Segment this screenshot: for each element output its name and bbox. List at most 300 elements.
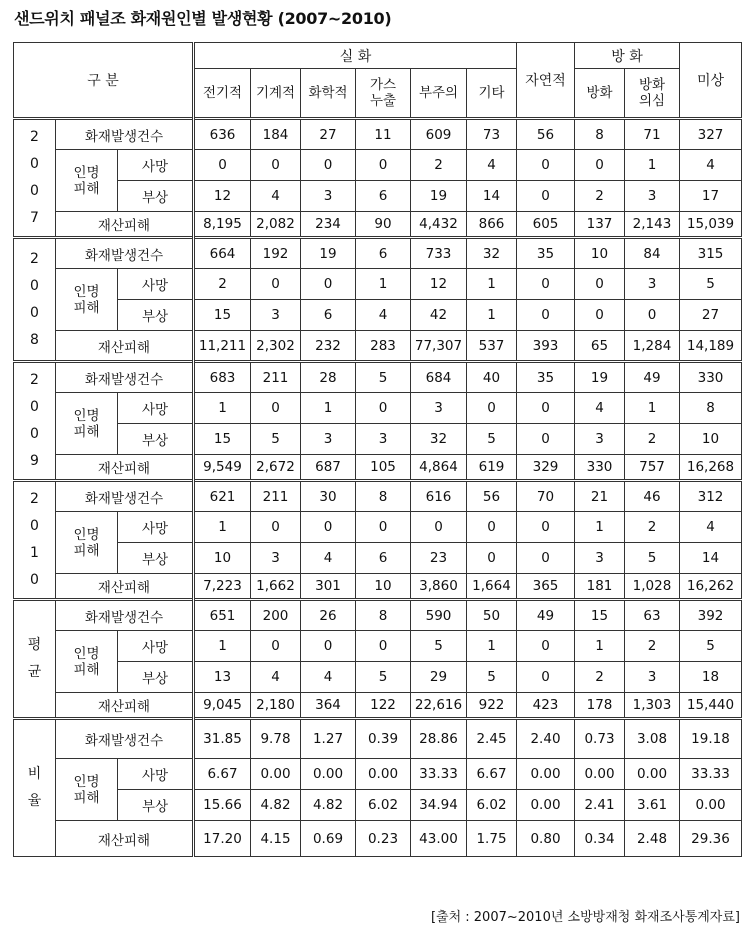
value-cell: 17: [680, 181, 742, 212]
value-cell: 8: [680, 393, 742, 424]
value-cell: 866: [467, 212, 517, 238]
value-cell: 192: [251, 238, 301, 269]
group-label: 2 0 0 8: [14, 238, 56, 362]
row-label: 재산피해: [56, 331, 194, 362]
row-label: 화재발생건수: [56, 238, 194, 269]
header-col-7: 방화: [575, 69, 625, 119]
value-cell: 5: [467, 662, 517, 693]
value-cell: 3: [625, 662, 680, 693]
value-cell: 2.45: [467, 719, 517, 759]
value-cell: 0.00: [356, 759, 411, 790]
value-cell: 1,284: [625, 331, 680, 362]
table-row: [14, 119, 742, 150]
value-cell: 392: [680, 600, 742, 631]
value-cell: 1.27: [301, 719, 356, 759]
value-cell: 1: [467, 269, 517, 300]
value-cell: 0: [517, 512, 575, 543]
value-cell: 0.23: [356, 821, 411, 857]
value-cell: 1: [575, 512, 625, 543]
value-cell: 0.73: [575, 719, 625, 759]
table-row: [14, 631, 742, 662]
value-cell: 312: [680, 481, 742, 512]
group-label: 2 0 1 0: [14, 481, 56, 600]
table-row: [14, 600, 742, 631]
row-label: 재산피해: [56, 821, 194, 857]
row-label: 부상: [118, 543, 194, 574]
value-cell: 6.02: [467, 790, 517, 821]
value-cell: 1,028: [625, 574, 680, 600]
value-cell: 0: [575, 269, 625, 300]
value-cell: 922: [467, 693, 517, 719]
value-cell: 3: [356, 424, 411, 455]
value-cell: 6: [356, 181, 411, 212]
value-cell: 1: [575, 631, 625, 662]
value-cell: 4: [251, 662, 301, 693]
value-cell: 0: [517, 393, 575, 424]
row-label: 부상: [118, 662, 194, 693]
value-cell: 13: [194, 662, 251, 693]
value-cell: 5: [356, 662, 411, 693]
value-cell: 42: [411, 300, 467, 331]
value-cell: 122: [356, 693, 411, 719]
value-cell: 687: [301, 455, 356, 481]
value-cell: 49: [517, 600, 575, 631]
value-cell: 4.82: [301, 790, 356, 821]
value-cell: 3: [575, 424, 625, 455]
value-cell: 2.40: [517, 719, 575, 759]
value-cell: 0: [251, 631, 301, 662]
value-cell: 0: [517, 269, 575, 300]
value-cell: 18: [680, 662, 742, 693]
value-cell: 0: [356, 631, 411, 662]
value-cell: 5: [680, 631, 742, 662]
value-cell: 8: [575, 119, 625, 150]
value-cell: 0: [251, 150, 301, 181]
value-cell: 0: [301, 150, 356, 181]
value-cell: 621: [194, 481, 251, 512]
value-cell: 0: [251, 269, 301, 300]
value-cell: 23: [411, 543, 467, 574]
value-cell: 46: [625, 481, 680, 512]
value-cell: 330: [680, 362, 742, 393]
value-cell: 178: [575, 693, 625, 719]
value-cell: 365: [517, 574, 575, 600]
table-row: [14, 512, 742, 543]
header-col-3: 가스 누출: [356, 69, 411, 119]
table-row: [14, 362, 742, 393]
value-cell: 31.85: [194, 719, 251, 759]
row-label-casualty: 인명 피해: [56, 393, 118, 455]
value-cell: 3: [411, 393, 467, 424]
value-cell: 28: [301, 362, 356, 393]
row-label: 화재발생건수: [56, 481, 194, 512]
value-cell: 0: [356, 393, 411, 424]
value-cell: 2: [625, 631, 680, 662]
value-cell: 43.00: [411, 821, 467, 857]
value-cell: 0.80: [517, 821, 575, 857]
value-cell: 19: [301, 238, 356, 269]
value-cell: 14: [680, 543, 742, 574]
value-cell: 2,082: [251, 212, 301, 238]
row-label: 재산피해: [56, 212, 194, 238]
value-cell: 0: [194, 150, 251, 181]
value-cell: 0: [517, 181, 575, 212]
header-col-8: 방화 의심: [625, 69, 680, 119]
value-cell: 0.00: [301, 759, 356, 790]
row-label: 부상: [118, 424, 194, 455]
group-label: 평 균: [14, 600, 56, 719]
value-cell: 9.78: [251, 719, 301, 759]
value-cell: 0: [467, 512, 517, 543]
value-cell: 29.36: [680, 821, 742, 857]
page-title: 샌드위치 패널조 화재원인별 발생현황 (2007~2010): [14, 9, 392, 28]
value-cell: 137: [575, 212, 625, 238]
value-cell: 590: [411, 600, 467, 631]
value-cell: 9,045: [194, 693, 251, 719]
value-cell: 636: [194, 119, 251, 150]
value-cell: 0: [517, 424, 575, 455]
row-label: 부상: [118, 790, 194, 821]
value-cell: 211: [251, 481, 301, 512]
header-col-0: 전기적: [194, 69, 251, 119]
row-label: 사망: [118, 393, 194, 424]
value-cell: 2: [575, 181, 625, 212]
value-cell: 19.18: [680, 719, 742, 759]
source-note: [출처 : 2007~2010년 소방방재청 화재조사통계자료]: [430, 910, 740, 925]
value-cell: 4,864: [411, 455, 467, 481]
value-cell: 3: [301, 181, 356, 212]
value-cell: 5: [625, 543, 680, 574]
table-row: [14, 759, 742, 790]
value-cell: 90: [356, 212, 411, 238]
group-label: 비 율: [14, 719, 56, 857]
table-row: [14, 662, 742, 693]
row-label: 사망: [118, 150, 194, 181]
value-cell: 12: [411, 269, 467, 300]
value-cell: 2,302: [251, 331, 301, 362]
value-cell: 17.20: [194, 821, 251, 857]
value-cell: 283: [356, 331, 411, 362]
value-cell: 0: [356, 150, 411, 181]
value-cell: 0: [517, 631, 575, 662]
value-cell: 0: [467, 393, 517, 424]
value-cell: 2: [411, 150, 467, 181]
value-cell: 329: [517, 455, 575, 481]
value-cell: 30: [301, 481, 356, 512]
value-cell: 6: [301, 300, 356, 331]
value-cell: 4.82: [251, 790, 301, 821]
value-cell: 16,268: [680, 455, 742, 481]
value-cell: 4: [356, 300, 411, 331]
value-cell: 3,860: [411, 574, 467, 600]
value-cell: 609: [411, 119, 467, 150]
group-label: 2 0 0 9: [14, 362, 56, 481]
value-cell: 0: [467, 543, 517, 574]
row-label: 화재발생건수: [56, 119, 194, 150]
value-cell: 0: [625, 300, 680, 331]
value-cell: 4: [251, 181, 301, 212]
value-cell: 3.61: [625, 790, 680, 821]
value-cell: 2,672: [251, 455, 301, 481]
value-cell: 393: [517, 331, 575, 362]
value-cell: 10: [680, 424, 742, 455]
value-cell: 6: [356, 238, 411, 269]
value-cell: 1: [467, 631, 517, 662]
value-cell: 2.41: [575, 790, 625, 821]
table-row: [14, 212, 742, 238]
table-row: [14, 543, 742, 574]
row-label: 사망: [118, 269, 194, 300]
value-cell: 4,432: [411, 212, 467, 238]
row-label: 사망: [118, 759, 194, 790]
value-cell: 5: [411, 631, 467, 662]
value-cell: 15.66: [194, 790, 251, 821]
table-row: [14, 481, 742, 512]
value-cell: 1: [625, 393, 680, 424]
row-label-casualty: 인명 피해: [56, 759, 118, 821]
value-cell: 28.86: [411, 719, 467, 759]
value-cell: 232: [301, 331, 356, 362]
header-banghwa-group: 방 화: [575, 43, 680, 69]
value-cell: 14,189: [680, 331, 742, 362]
value-cell: 664: [194, 238, 251, 269]
table-row: [14, 150, 742, 181]
value-cell: 4: [301, 662, 356, 693]
table-row: [14, 238, 742, 269]
value-cell: 11: [356, 119, 411, 150]
header-col-5: 기타: [467, 69, 517, 119]
table-row: [14, 821, 742, 857]
value-cell: 1,662: [251, 574, 301, 600]
value-cell: 4: [680, 512, 742, 543]
value-cell: 733: [411, 238, 467, 269]
value-cell: 15,440: [680, 693, 742, 719]
value-cell: 0: [251, 393, 301, 424]
value-cell: 10: [356, 574, 411, 600]
table-row: [14, 719, 742, 759]
value-cell: 2: [194, 269, 251, 300]
value-cell: 4: [467, 150, 517, 181]
value-cell: 7,223: [194, 574, 251, 600]
value-cell: 5: [680, 269, 742, 300]
value-cell: 0: [517, 150, 575, 181]
value-cell: 301: [301, 574, 356, 600]
value-cell: 12: [194, 181, 251, 212]
value-cell: 0.00: [251, 759, 301, 790]
value-cell: 4: [680, 150, 742, 181]
value-cell: 619: [467, 455, 517, 481]
table-row: [14, 455, 742, 481]
value-cell: 5: [467, 424, 517, 455]
row-label: 부상: [118, 300, 194, 331]
value-cell: 10: [575, 238, 625, 269]
table-row: [14, 424, 742, 455]
value-cell: 5: [356, 362, 411, 393]
value-cell: 65: [575, 331, 625, 362]
value-cell: 0: [517, 300, 575, 331]
value-cell: 4.15: [251, 821, 301, 857]
value-cell: 315: [680, 238, 742, 269]
value-cell: 33.33: [411, 759, 467, 790]
value-cell: 616: [411, 481, 467, 512]
value-cell: 11,211: [194, 331, 251, 362]
value-cell: 34.94: [411, 790, 467, 821]
value-cell: 77,307: [411, 331, 467, 362]
value-cell: 63: [625, 600, 680, 631]
value-cell: 5: [251, 424, 301, 455]
value-cell: 29: [411, 662, 467, 693]
value-cell: 2,143: [625, 212, 680, 238]
value-cell: 0: [251, 512, 301, 543]
value-cell: 0: [575, 150, 625, 181]
header-col-1: 기계적: [251, 69, 301, 119]
value-cell: 1: [301, 393, 356, 424]
value-cell: 364: [301, 693, 356, 719]
value-cell: 84: [625, 238, 680, 269]
value-cell: 50: [467, 600, 517, 631]
value-cell: 0: [301, 269, 356, 300]
value-cell: 211: [251, 362, 301, 393]
row-label-casualty: 인명 피해: [56, 269, 118, 331]
row-label: 부상: [118, 181, 194, 212]
value-cell: 9,549: [194, 455, 251, 481]
value-cell: 0.34: [575, 821, 625, 857]
header-silhwa: 실 화: [194, 43, 517, 69]
value-cell: 0.00: [680, 790, 742, 821]
header-col-2: 화학적: [301, 69, 356, 119]
table-row: [14, 181, 742, 212]
value-cell: 49: [625, 362, 680, 393]
value-cell: 0.00: [625, 759, 680, 790]
value-cell: 21: [575, 481, 625, 512]
value-cell: 0.00: [575, 759, 625, 790]
value-cell: 0: [301, 512, 356, 543]
row-label: 화재발생건수: [56, 362, 194, 393]
value-cell: 1: [625, 150, 680, 181]
value-cell: 26: [301, 600, 356, 631]
row-label-casualty: 인명 피해: [56, 150, 118, 212]
value-cell: 651: [194, 600, 251, 631]
value-cell: 330: [575, 455, 625, 481]
value-cell: 683: [194, 362, 251, 393]
value-cell: 22,616: [411, 693, 467, 719]
value-cell: 327: [680, 119, 742, 150]
value-cell: 40: [467, 362, 517, 393]
value-cell: 14: [467, 181, 517, 212]
value-cell: 2: [575, 662, 625, 693]
value-cell: 4: [575, 393, 625, 424]
value-cell: 3.08: [625, 719, 680, 759]
value-cell: 15,039: [680, 212, 742, 238]
value-cell: 6.02: [356, 790, 411, 821]
value-cell: 3: [301, 424, 356, 455]
value-cell: 1: [194, 631, 251, 662]
value-cell: 423: [517, 693, 575, 719]
value-cell: 35: [517, 238, 575, 269]
value-cell: 605: [517, 212, 575, 238]
value-cell: 6.67: [467, 759, 517, 790]
value-cell: 200: [251, 600, 301, 631]
value-cell: 3: [251, 300, 301, 331]
value-cell: 4: [301, 543, 356, 574]
value-cell: 184: [251, 119, 301, 150]
value-cell: 1: [194, 512, 251, 543]
value-cell: 3: [625, 269, 680, 300]
value-cell: 757: [625, 455, 680, 481]
table-row: [14, 790, 742, 821]
row-label: 재산피해: [56, 574, 194, 600]
value-cell: 0.39: [356, 719, 411, 759]
value-cell: 56: [517, 119, 575, 150]
value-cell: 0: [517, 662, 575, 693]
row-label: 화재발생건수: [56, 719, 194, 759]
table-row: [14, 300, 742, 331]
value-cell: 1: [194, 393, 251, 424]
value-cell: 3: [251, 543, 301, 574]
fire-cause-table: [13, 42, 742, 857]
value-cell: 0: [301, 631, 356, 662]
row-label: 화재발생건수: [56, 600, 194, 631]
value-cell: 0: [575, 300, 625, 331]
value-cell: 35: [517, 362, 575, 393]
value-cell: 1.75: [467, 821, 517, 857]
value-cell: 73: [467, 119, 517, 150]
value-cell: 8: [356, 481, 411, 512]
group-label: 2 0 0 7: [14, 119, 56, 238]
value-cell: 15: [194, 424, 251, 455]
row-label: 재산피해: [56, 455, 194, 481]
value-cell: 15: [575, 600, 625, 631]
value-cell: 537: [467, 331, 517, 362]
value-cell: 15: [194, 300, 251, 331]
value-cell: 1,303: [625, 693, 680, 719]
value-cell: 19: [411, 181, 467, 212]
header-col-6: 자연적: [517, 43, 575, 119]
value-cell: 16,262: [680, 574, 742, 600]
value-cell: 32: [467, 238, 517, 269]
value-cell: 3: [575, 543, 625, 574]
table-row: [14, 393, 742, 424]
value-cell: 27: [680, 300, 742, 331]
value-cell: 0: [356, 512, 411, 543]
value-cell: 2.48: [625, 821, 680, 857]
value-cell: 181: [575, 574, 625, 600]
table-row: [14, 574, 742, 600]
row-label: 사망: [118, 512, 194, 543]
header-col-4: 부주의: [411, 69, 467, 119]
value-cell: 0.00: [517, 759, 575, 790]
value-cell: 234: [301, 212, 356, 238]
table-row: [14, 331, 742, 362]
value-cell: 0: [517, 543, 575, 574]
value-cell: 2: [625, 512, 680, 543]
value-cell: 0.00: [517, 790, 575, 821]
value-cell: 19: [575, 362, 625, 393]
value-cell: 33.33: [680, 759, 742, 790]
value-cell: 32: [411, 424, 467, 455]
value-cell: 684: [411, 362, 467, 393]
value-cell: 1,664: [467, 574, 517, 600]
row-label: 재산피해: [56, 693, 194, 719]
value-cell: 6: [356, 543, 411, 574]
header-gubun: 구 분: [14, 43, 194, 119]
value-cell: 8,195: [194, 212, 251, 238]
value-cell: 0.69: [301, 821, 356, 857]
value-cell: 105: [356, 455, 411, 481]
value-cell: 0: [411, 512, 467, 543]
value-cell: 1: [356, 269, 411, 300]
table-row: [14, 693, 742, 719]
